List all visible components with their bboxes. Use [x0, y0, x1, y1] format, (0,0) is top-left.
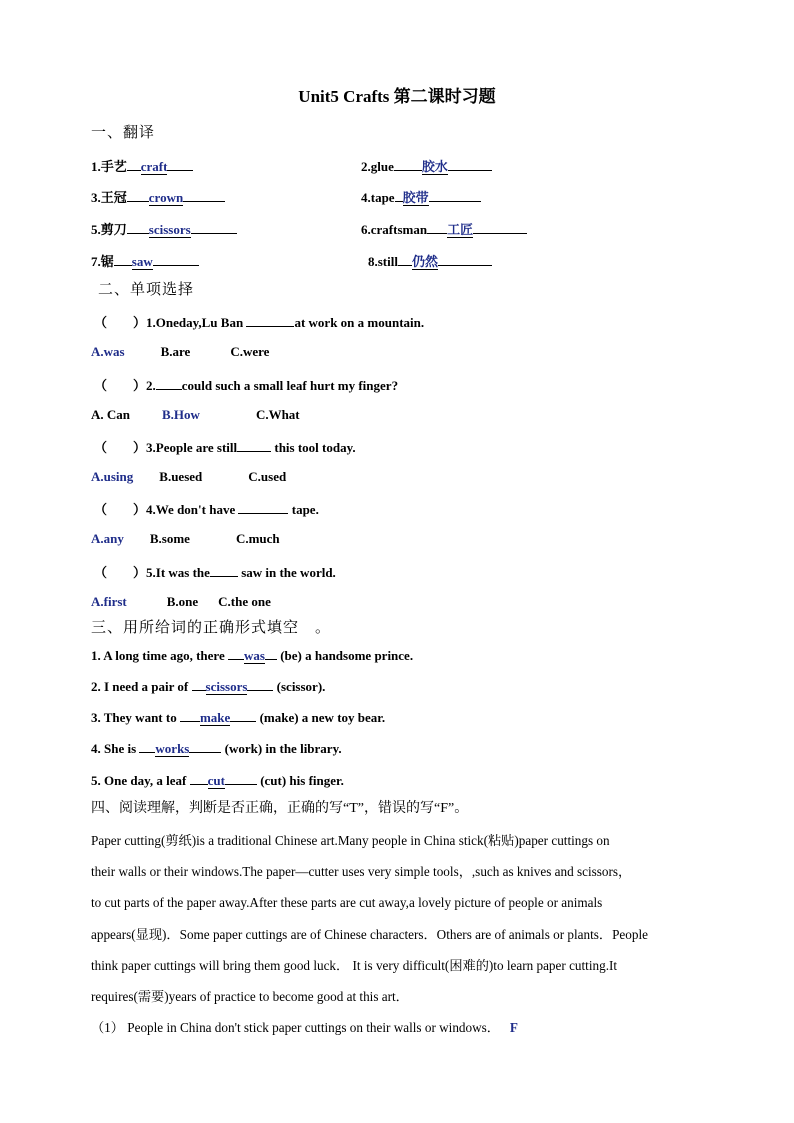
fill-item-5: 5. One day, a leaf cut (cut) his finger. [91, 770, 344, 790]
page-title: Unit5 Crafts 第二课时习题 [298, 87, 496, 106]
reading-line-5: think paper cuttings will bring them good luck． It is very difficult(困难的)to learn paper cutting.It [91, 958, 618, 973]
mc-options-3: A.using B.uesed C.used [91, 469, 287, 484]
mc-question-3: （ ）3.People are still this tool today. [94, 437, 356, 457]
reading-line-6: requires(需要)years of practice to become good at this art． [91, 989, 409, 1004]
section2-heading: 二、单项选择 [98, 282, 195, 298]
mc-question-1: （ ）1.Oneday,Lu Ban at work on a mountain. [94, 312, 424, 332]
reading-line-2: their walls or their windows.The paper—cutter uses very simple tools，,such as knives and scissors， [91, 864, 632, 879]
translation-item-6: 6.craftsman 工匠 [361, 219, 527, 239]
translation-item-2: 2.glue 胶水 [361, 156, 492, 176]
fill-item-1: 1. A long time ago, there was (be) a handsome prince. [91, 645, 413, 665]
translation-item-4: 4.tape 胶带 [361, 187, 481, 207]
mc-question-2: （ ）2. could such a small leaf hurt my finger? [94, 375, 398, 395]
translation-item-8: 8.still 仍然 [368, 251, 492, 271]
reading-line-1: Paper cutting(剪纸)is a traditional Chinese art.Many people in China stick(粘贴)paper cuttings on [91, 833, 610, 848]
translation-item-3: 3.王冠 crown [91, 187, 225, 207]
mc-options-5: A.first B.one C.the one [91, 594, 271, 609]
fill-item-3: 3. They want to make (make) a new toy bear. [91, 707, 385, 727]
fill-item-2: 2. I need a pair of scissors (scissor). [91, 676, 325, 696]
reading-question-1: （1） People in China don't stick paper cuttings on their walls or windows． F [91, 1020, 518, 1035]
section1-heading: 一、翻译 [91, 125, 156, 141]
mc-options-2: A. Can B.How C.What [91, 407, 300, 422]
fill-item-4: 4. She is works (work) in the library. [91, 738, 342, 758]
mc-options-1: A.was B.are C.were [91, 344, 270, 359]
translation-item-5: 5.剪刀 scissors [91, 219, 237, 239]
mc-options-4: A.any B.some C.much [91, 531, 280, 546]
translation-item-7: 7.锯 saw [91, 251, 199, 271]
reading-line-4: appears(显现)．Some paper cuttings are of Chinese characters．Others are of animals or plants．People [91, 927, 648, 942]
section4-heading: 四、阅读理解，判断是否正确，正确的写“T”，错误的写“F”。 [91, 801, 469, 816]
section3-heading: 三、用所给词的正确形式填空 。 [91, 620, 332, 636]
translation-item-1: 1.手艺 craft [91, 156, 193, 176]
mc-question-4: （ ）4.We don't have tape. [94, 499, 319, 519]
reading-line-3: to cut parts of the paper away.After these parts are cut away,a lovely picture of people or animals [91, 895, 603, 910]
mc-question-5: （ ）5.It was the saw in the world. [94, 562, 336, 582]
